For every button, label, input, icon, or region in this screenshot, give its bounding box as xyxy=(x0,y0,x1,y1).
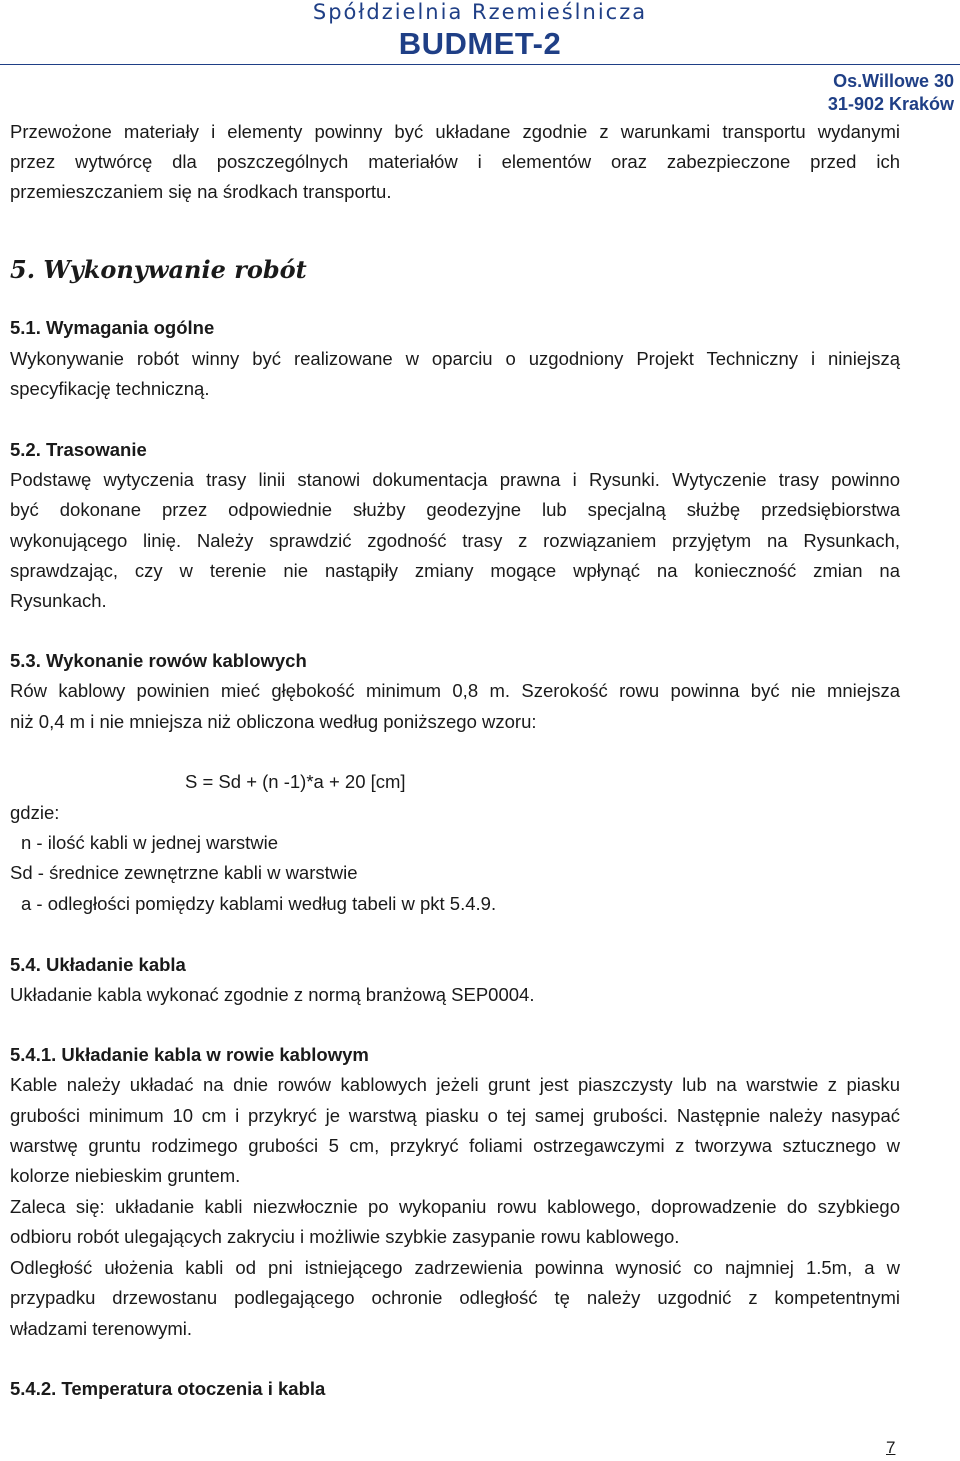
paragraph-line: warstwę gruntu rodzimego grubości 5 cm, przykryć foliami ostrzegawczymi z tworzywa sztucznego w xyxy=(10,1135,900,1156)
paragraph-line: Podstawę wytyczenia trasy linii stanowi dokumentacja prawna i Rysunki. Wytyczenie trasy powinno xyxy=(10,469,900,490)
section-title: 5. Wykonywanie robót xyxy=(10,255,307,284)
paragraph-line: sprawdzając, czy w terenie nie nastąpiły zmiany mogące wpłynąć na konieczność zmian na xyxy=(10,560,900,581)
paragraph-line: kolorze niebieskim gruntem. xyxy=(10,1165,241,1186)
intro-line: przez wytwórcę dla poszczególnych materiałów i elementów oraz zabezpieczone przed ich xyxy=(10,151,900,172)
formula-where-label: gdzie: xyxy=(10,802,60,823)
paragraph-line: grubości minimum 10 cm i przykryć je warstwą piasku o tej samej grubości. Następnie należy nasypać xyxy=(10,1105,900,1126)
header-divider xyxy=(0,64,960,65)
paragraph-line: Układanie kabla wykonać zgodnie z normą branżową SEP0004. xyxy=(10,984,535,1005)
paragraph-line: przypadku drzewostanu podlegającego ochronie odległość tę należy uzgodnić z kompetentnymi xyxy=(10,1287,900,1308)
paragraph-line: być dokonane przez odpowiednie służby geodezyjne lub specjalną służbę przedsiębiorstwa xyxy=(10,499,900,520)
paragraph-line: Rów kablowy powinien mieć głębokość minimum 0,8 m. Szerokość rowu powinna być nie mniejsza xyxy=(10,680,900,701)
paragraph-line: Wykonywanie robót winny być realizowane w oparciu o uzgodniony Projekt Techniczny i niniejszą xyxy=(10,348,900,369)
formula-definition: n - ilość kabli w jednej warstwie xyxy=(21,832,279,853)
subsection-heading: 5.4. Układanie kabla xyxy=(10,954,186,975)
subsection-heading: 5.2. Trasowanie xyxy=(10,439,147,460)
paragraph-line: odbioru robót ulegających zakryciu i możliwie szybkie zasypanie rowu kablowego. xyxy=(10,1226,680,1247)
address-city: 31-902 Kraków xyxy=(827,94,954,114)
formula-definition: Sd - średnice zewnętrzne kabli w warstwie xyxy=(10,862,358,883)
paragraph-line: władzami terenowymi. xyxy=(10,1318,192,1339)
page-number: 7 xyxy=(886,1438,896,1457)
subsection-heading: 5.3. Wykonanie rowów kablowych xyxy=(10,650,307,671)
paragraph-line: wykonującego linię. Należy sprawdzić zgodność trasy z rozwiązaniem przyjętym na Rysunkach, xyxy=(10,530,900,551)
subsection-heading: 5.4.1. Układanie kabla w rowie kablowym xyxy=(10,1044,369,1065)
company-name: BUDMET-2 xyxy=(398,26,562,61)
intro-line: Przewożone materiały i elementy powinny być układane zgodnie z warunkami transportu wydanymi xyxy=(10,121,900,142)
paragraph-line: Zaleca się: układanie kabli niezwłocznie po wykopaniu rowu kablowego, doprowadzenie do szybkiego xyxy=(10,1196,900,1217)
formula: S = Sd + (n -1)*a + 20 [cm] xyxy=(185,771,406,792)
formula-definition: a - odległości pomiędzy kablami według tabeli w pkt 5.4.9. xyxy=(21,893,497,914)
subsection-heading: 5.1. Wymagania ogólne xyxy=(10,317,215,338)
paragraph-line: specyfikację techniczną. xyxy=(10,378,210,399)
intro-line: przemieszczaniem się na środkach transportu. xyxy=(10,181,392,202)
paragraph-line: Rysunkach. xyxy=(10,590,107,611)
address-street: Os.Willowe 30 xyxy=(833,71,954,91)
subsection-heading: 5.4.2. Temperatura otoczenia i kabla xyxy=(10,1378,326,1399)
company-line: Spółdzielnia Rzemieślnicza xyxy=(312,0,648,24)
paragraph-line: Odległość ułożenia kabli od pni istniejącego zadrzewienia powinna wynosić co najmniej 1.5m, a w xyxy=(10,1257,900,1278)
paragraph-line: niż 0,4 m i nie mniejsza niż obliczona według poniższego wzoru: xyxy=(10,711,537,732)
paragraph-line: Kable należy układać na dnie rowów kablowych jeżeli grunt jest piaszczysty lub na warstwie z piasku xyxy=(10,1074,900,1095)
